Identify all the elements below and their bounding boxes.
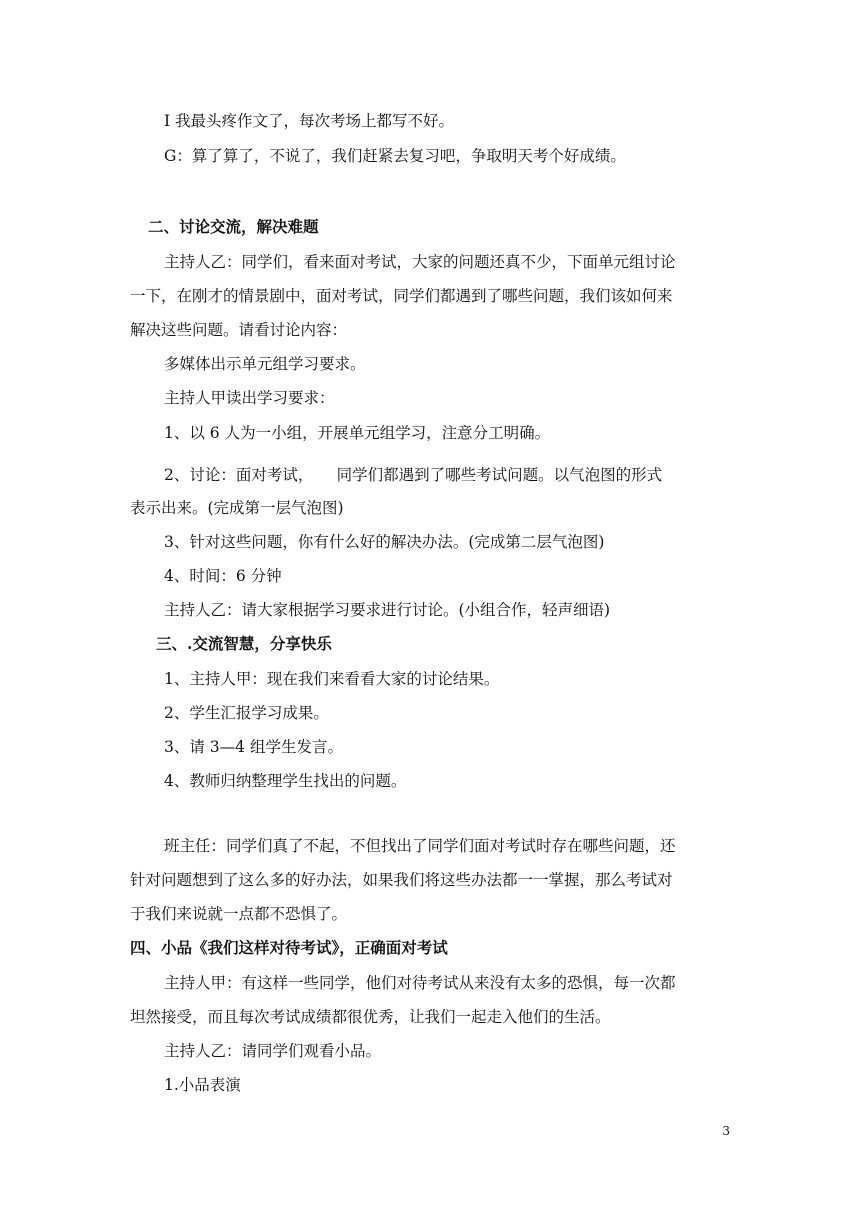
- list-item: 3、针对这些问题，你有什么好的解决办法。(完成第二层气泡图): [164, 533, 605, 551]
- section-heading-2: 二、讨论交流，解决难题: [148, 217, 319, 236]
- paragraph-line: I 我最头疼作文了，每次考场上都写不好。: [164, 112, 455, 130]
- paragraph-line: 班主任：同学们真了不起，不但找出了同学们面对考试时存在哪些问题，还: [164, 837, 676, 855]
- list-item: 1.小品表演: [164, 1076, 241, 1094]
- paragraph-line: 主持人乙：同学们，看来面对考试，大家的问题还真不少，下面单元组讨论: [164, 253, 676, 271]
- list-item: 1、以 6 人为一小组，开展单元组学习，注意分工明确。: [164, 424, 551, 442]
- section-heading-3: 三、.交流智慧，分享快乐: [156, 634, 332, 653]
- paragraph-line: 主持人甲：有这样一些同学，他们对待考试从来没有太多的恐惧，每一次都: [164, 974, 676, 992]
- page-number: 3: [722, 1124, 730, 1138]
- paragraph-line: 主持人乙：请同学们观看小品。: [164, 1042, 382, 1060]
- paragraph-line: 坦然接受，而且每次考试成绩都很优秀，让我们一起走入他们的生活。: [130, 1008, 611, 1026]
- paragraph-line: 主持人乙：请大家根据学习要求进行讨论。(小组合作，轻声细语): [164, 601, 611, 619]
- list-item: 3、请 3—4 组学生发言。: [164, 738, 343, 756]
- paragraph-line: 于我们来说就一点都不恐惧了。: [130, 905, 348, 923]
- list-item: 2、讨论：面对考试， 同学们都遇到了哪些考试问题。以气泡图的形式: [164, 466, 663, 484]
- paragraph-line: G：算了算了，不说了，我们赶紧去复习吧，争取明天考个好成绩。: [164, 147, 626, 165]
- paragraph-line: 解决这些问题。请看讨论内容：: [130, 321, 348, 339]
- paragraph-line: 一下，在刚才的情景剧中，面对考试，同学们都遇到了哪些问题，我们该如何来: [130, 287, 673, 305]
- paragraph-line: 多媒体出示单元组学习要求。: [164, 355, 366, 373]
- section-heading-4: 四、小品《我们这样对待考试》，正确面对考试: [130, 938, 448, 957]
- list-item: 4、教师归纳整理学生找出的问题。: [164, 772, 407, 790]
- list-item: 2、学生汇报学习成果。: [164, 704, 329, 722]
- paragraph-line: 主持人甲读出学习要求：: [164, 389, 335, 407]
- list-item: 4、时间：6 分钟: [164, 567, 282, 585]
- paragraph-line: 针对问题想到了这么多的好办法，如果我们将这些办法都一一掌握，那么考试对: [130, 871, 673, 889]
- list-item: 1、主持人甲：现在我们来看看大家的讨论结果。: [164, 670, 500, 688]
- paragraph-line: 表示出来。(完成第一层气泡图): [130, 499, 344, 517]
